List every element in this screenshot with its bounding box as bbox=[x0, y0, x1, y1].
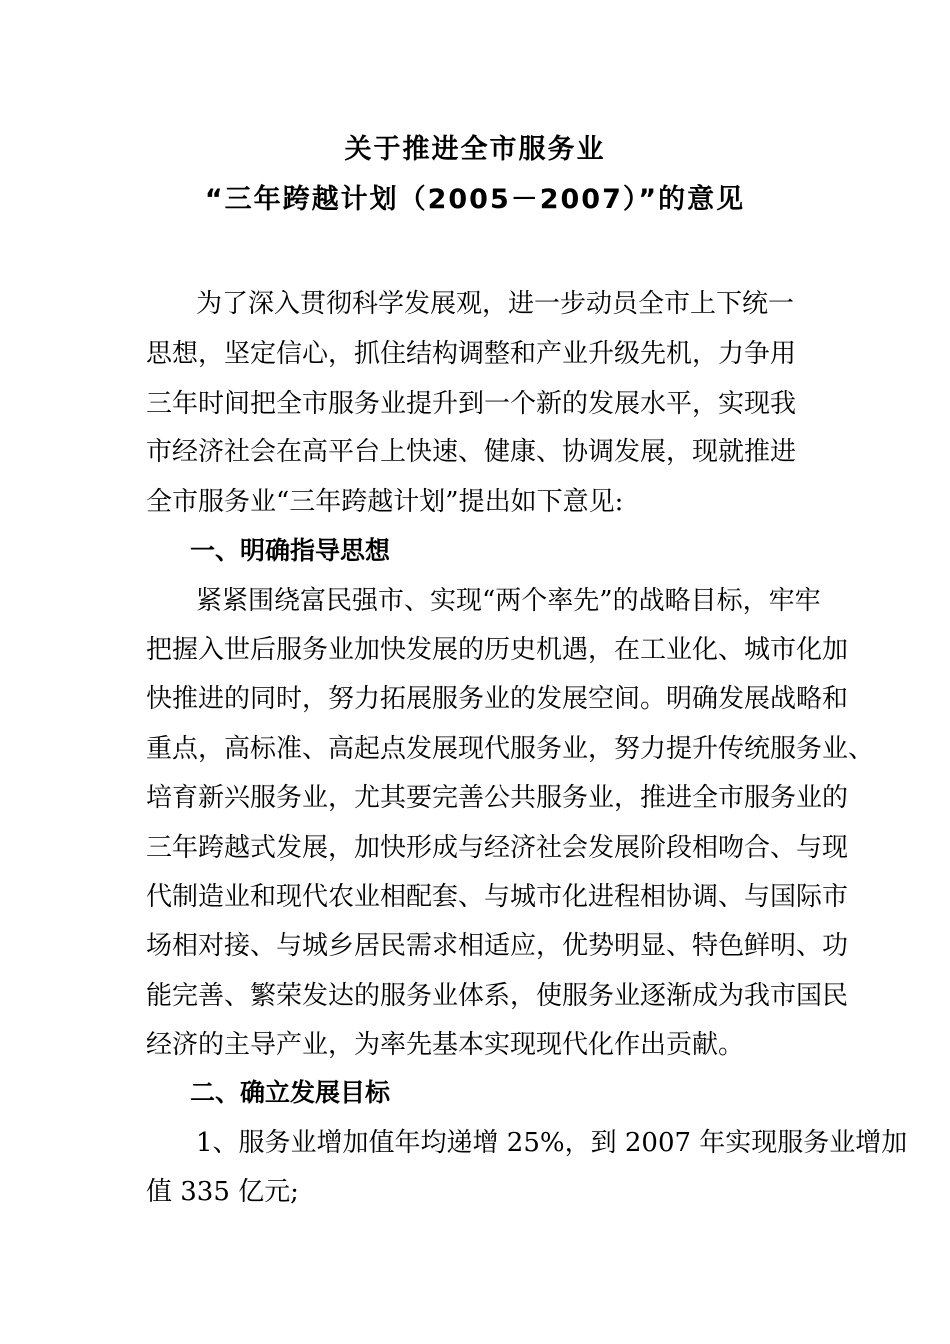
intro-line-5: 全市服务业“三年跨越计划”提出如下意见: bbox=[146, 487, 624, 517]
section-1-line-9: 能完善、繁荣发达的服务业体系，使服务业逐渐成为我市国民 bbox=[146, 981, 849, 1011]
section-2-line-2: 值 335 亿元; bbox=[146, 1177, 299, 1207]
section-1-heading: 一、明确指导思想 bbox=[190, 536, 391, 565]
section-1-line-4: 重点，高标准、高起点发展现代服务业，努力提升传统服务业、 bbox=[146, 734, 875, 764]
intro-line-1: 为了深入贯彻科学发展观，进一步动员全市上下统一 bbox=[196, 289, 795, 319]
section-1-line-3: 快推进的同时，努力拓展服务业的发展空间。明确发展战略和 bbox=[146, 684, 849, 714]
section-1-line-2: 把握入世后服务业加快发展的历史机遇，在工业化、城市化加 bbox=[146, 635, 849, 665]
section-1-line-10: 经济的主导产业，为率先基本实现现代化作出贡献。 bbox=[146, 1030, 745, 1060]
intro-line-3: 三年时间把全市服务业提升到一个新的发展水平，实现我 bbox=[146, 389, 797, 419]
intro-line-4: 市经济社会在高平台上快速、健康、协调发展，现就推进 bbox=[146, 437, 797, 467]
intro-line-2: 思想，坚定信心，抓住结构调整和产业升级先机，力争用 bbox=[146, 339, 797, 369]
section-2-heading: 二、确立发展目标 bbox=[190, 1078, 391, 1107]
section-1-line-1: 紧紧围绕富民强市、实现“两个率先”的战略目标，牢牢 bbox=[196, 586, 821, 616]
section-1-line-7: 代制造业和现代农业相配套、与城市化进程相协调、与国际市 bbox=[146, 882, 849, 912]
section-1-line-6: 三年跨越式发展，加快形成与经济社会发展阶段相吻合、与现 bbox=[146, 833, 849, 863]
section-2-line-1: 1、服务业增加值年均递增 25%，到 2007 年实现服务业增加 bbox=[196, 1128, 908, 1158]
document-title-line-1: 关于推进全市服务业 bbox=[344, 134, 606, 165]
section-1-line-8: 场相对接、与城乡居民需求相适应，优势明显、特色鲜明、功 bbox=[146, 931, 849, 961]
document-title-line-2: “三年跨越计划（2005－2007）”的意见 bbox=[204, 184, 746, 215]
section-1-line-5: 培育新兴服务业，尤其要完善公共服务业，推进全市服务业的 bbox=[146, 783, 849, 813]
